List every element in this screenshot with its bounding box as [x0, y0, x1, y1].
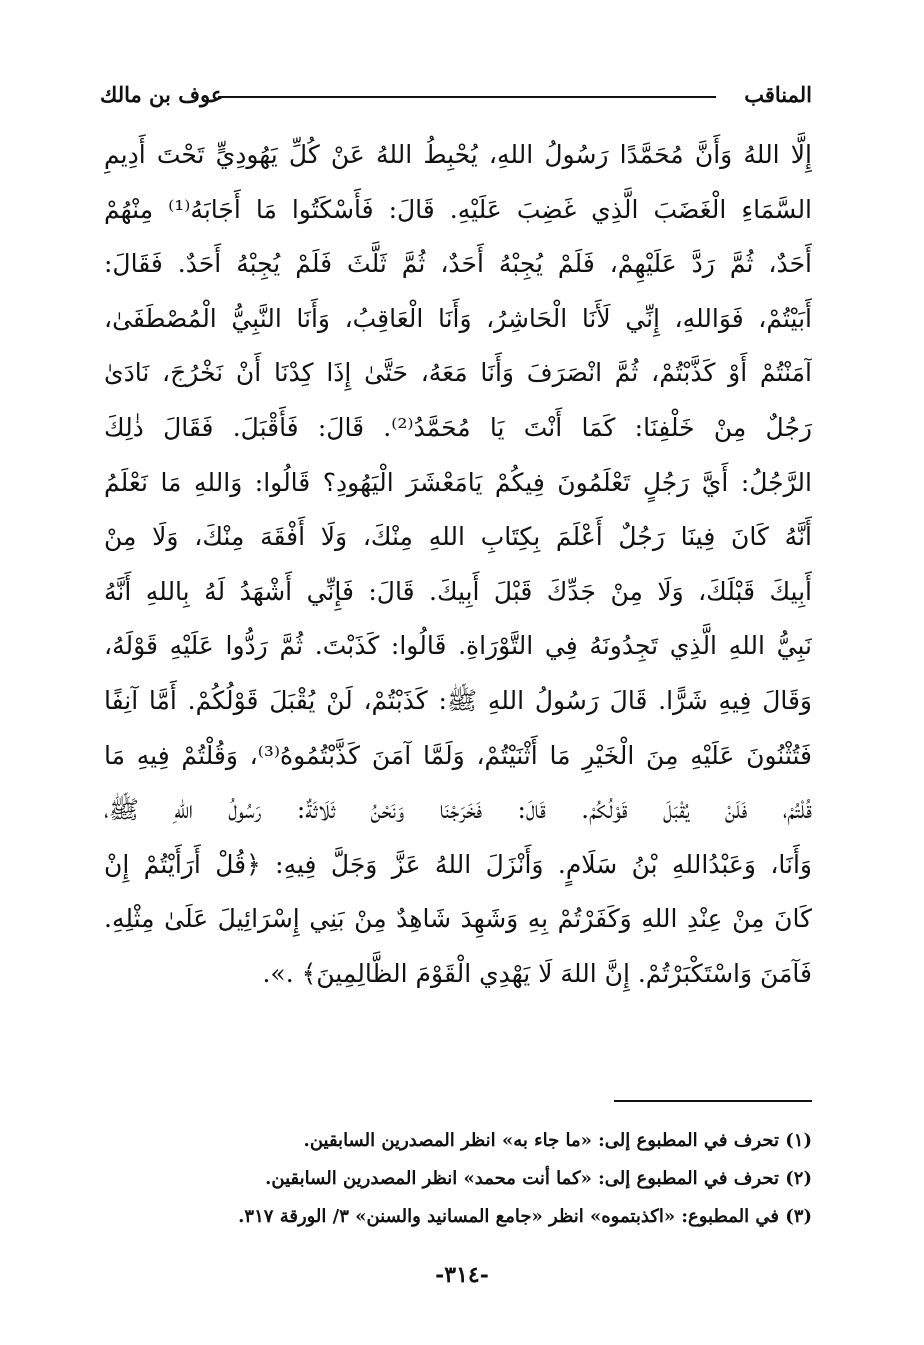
text-line: وَأَنَا، وَعَبْدُاللهِ بْنُ سَلَامٍ. وَأَنْزَلَ اللهُ عَزَّ وَجَلَّ فِيهِ: ﴿قُلْ أَرَأَيْتُمْ إِنْ: [104, 849, 812, 879]
text-line: فَتُثْنُونَ عَلَيْهِ مِنَ الْخَيْرِ مَا أَثْنَيْتُمْ، وَلَمَّا آمَنَ كَذَّبْتُمُوهُ⁽³⁾، وَقُلْتُمْ فِيهِ مَا: [104, 740, 812, 770]
running-header: [100, 82, 812, 112]
main-text: [104, 128, 812, 1002]
text-line: قُلْتُمْ، فَلَنْ يُقْبَلَ قَوْلُكُمْ. قَالَ: فَخَرَجْنَا وَنَحْنُ ثَلَاثَةٌ: رَسُولُ اللهِ ﷺ،: [104, 795, 812, 825]
text-line: فَآمَنَ وَاسْتَكْبَرْتُمْ. إِنَّ اللهَ لَا يَهْدِي الْقَوْمَ الظَّالِمِينَ﴾ .».: [262, 958, 812, 988]
text-line: آمَنْتُمْ أَوْ كَذَّبْتُمْ، ثُمَّ انْصَرَفَ وَأَنَا مَعَهُ، حَتَّىٰ إِذَا كِدْنَا أَنْ نَخْرُجَ، نَادَىٰ: [104, 358, 812, 388]
footnote-separator: [614, 1100, 812, 1102]
text-line: أَنَّهُ كَانَ فِينَا رَجُلٌ أَعْلَمَ بِكِتَابِ اللهِ مِنْكَ، وَلَا أَفْقَهَ مِنْكَ، وَلَا مِنْ: [104, 522, 812, 552]
text-line: أَحَدٌ، ثُمَّ رَدَّ عَلَيْهِمْ، فَلَمْ يُجِبْهُ أَحَدٌ، ثُمَّ ثَلَّثَ فَلَمْ يُجِبْهُ أَحَدٌ. فَقَالَ:: [104, 249, 812, 279]
text-line: أَبِيكَ قَبْلَكَ، وَلَا مِنْ جَدِّكَ قَبْلَ أَبِيكَ. قَالَ: فَإِنِّي أَشْهَدُ لَهُ بِاللهِ أَنَّهُ: [104, 576, 812, 606]
page-number: -٣١٤-: [435, 1262, 489, 1288]
footnote-item: (٢) تحرف في المطبوع إلى: «كما أنت محمد» انظر المصدرين السابقين.: [265, 1168, 812, 1189]
footnotes: [120, 1122, 812, 1236]
text-line: وَقَالَ فِيهِ شَرًّا. قَالَ رَسُولُ اللهِ ﷺ: كَذَبْتُمْ، لَنْ يُقْبَلَ قَوْلُكُمْ. أَمَّا آنِفًا: [104, 685, 812, 715]
header-rule: [218, 96, 716, 98]
text-line: رَجُلٌ مِنْ خَلْفِنَا: كَمَا أَنْتَ يَا مُحَمَّدُ⁽²⁾. قَالَ: فَأَقْبَلَ. فَقَالَ ذٰلِكَ: [104, 412, 812, 442]
header-section-title: المناقب: [744, 82, 812, 107]
header-person-name: عوف بن مالك: [100, 82, 224, 107]
text-line: الرَّجُلُ: أَيَّ رَجُلٍ تَعْلَمُونَ فِيكُمْ يَامَعْشَرَ الْيَهُودِ؟ قَالُوا: وَاللهِ مَا نَعْلَمُ: [104, 467, 812, 497]
text-line: إِلَّا اللهُ وَأَنَّ مُحَمَّدًا رَسُولُ اللهِ، يُحْبِطُ اللهُ عَنْ كُلِّ يَهُودِيٍّ تَحْتَ أَدِيمِ: [104, 140, 812, 169]
text-line: كَانَ مِنْ عِنْدِ اللهِ وَكَفَرْتُمْ بِهِ وَشَهِدَ شَاهِدٌ مِنْ بَنِي إِسْرَائِيلَ عَلَىٰ مِثْلِهِ.: [104, 904, 812, 934]
text-line: أَبَيْتُمْ، فَوَاللهِ، إِنِّي لَأَنَا الْحَاشِرُ، وَأَنَا الْعَاقِبُ، وَأَنَا النَّبِيُّ الْمُصْطَفَىٰ،: [104, 303, 812, 333]
text-line: نَبِيُّ اللهِ الَّذِي تَجِدُونَهُ فِي التَّوْرَاةِ. قَالُوا: كَذَبْتَ. ثُمَّ رَدُّوا عَلَيْهِ قَوْلَهُ،: [104, 631, 812, 661]
text-line: السَّمَاءِ الْغَضَبَ الَّذِي غَضِبَ عَلَيْهِ. قَالَ: فَأَسْكَتُوا مَا أَجَابَهُ⁽¹⁾ مِنْهُمْ: [104, 194, 812, 224]
footnote-item: (١) تحرف في المطبوع إلى: «ما جاء به» انظر المصدرين السابقين.: [303, 1130, 812, 1151]
footnote-item: (٣) في المطبوع: «اكذبتموه» انظر «جامع المسانيد والسنن» ٣/ الورقة ٣١٧.: [238, 1206, 812, 1227]
